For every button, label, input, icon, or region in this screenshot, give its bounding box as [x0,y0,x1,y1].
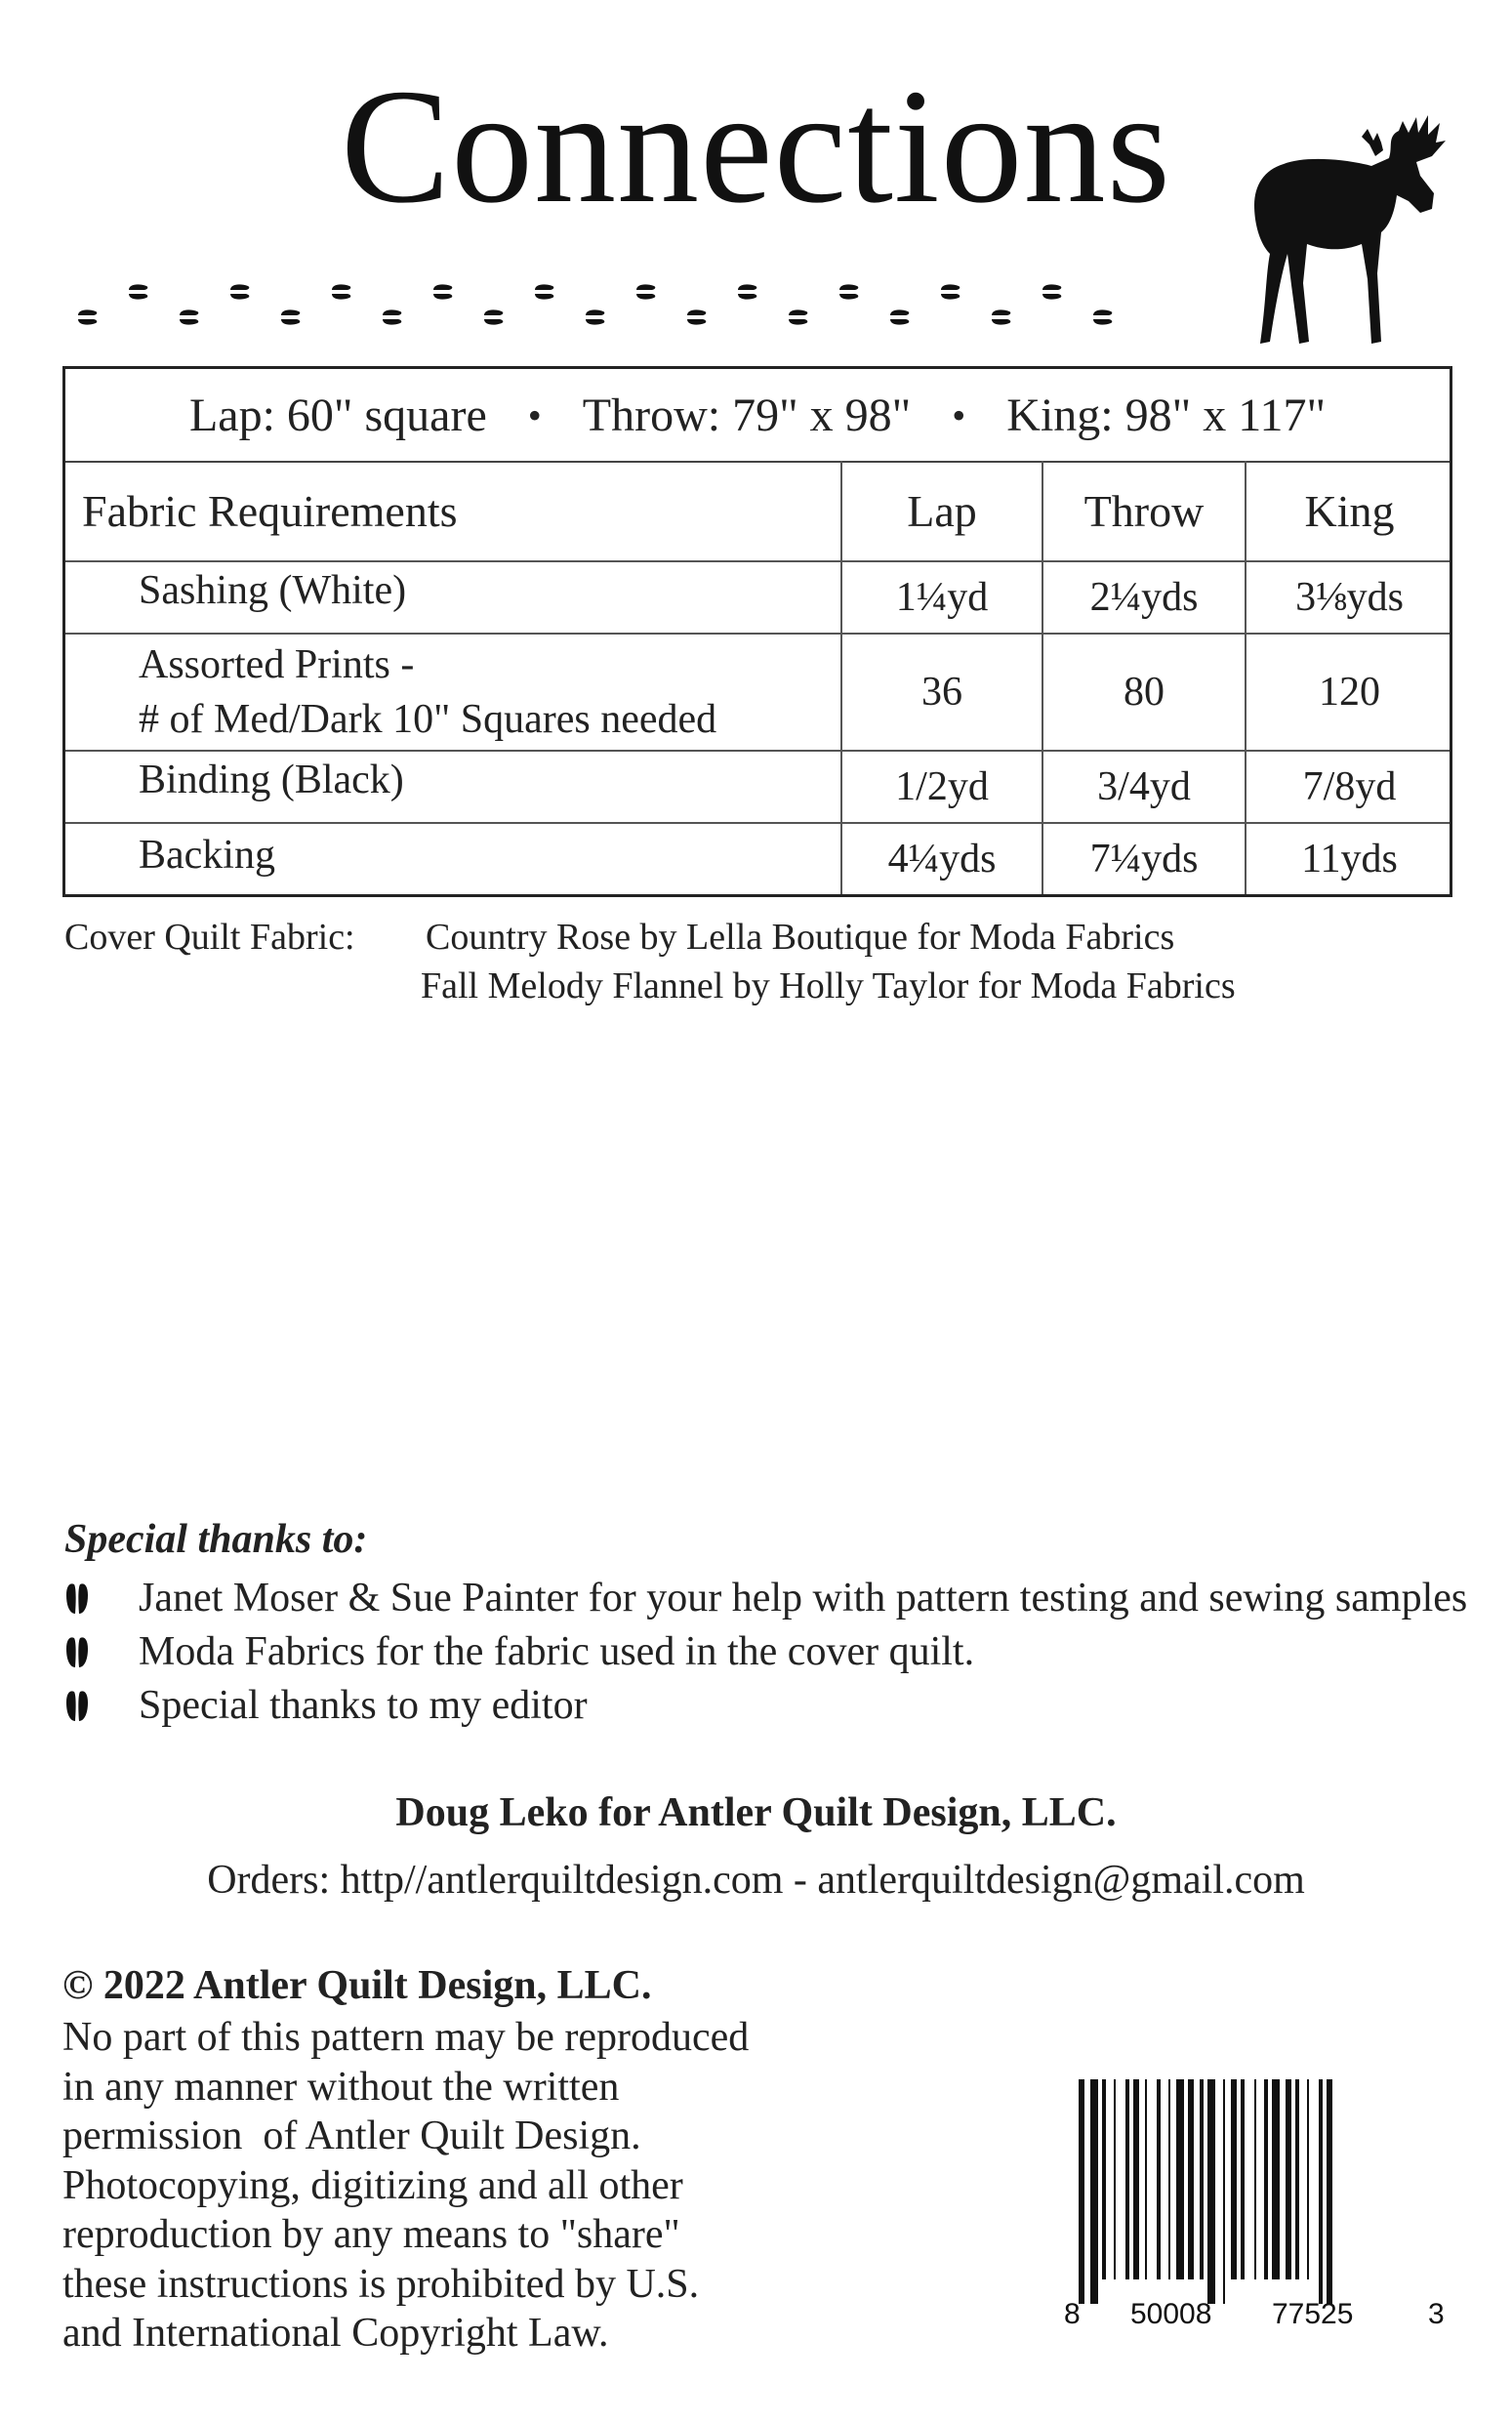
barcode-bar [1223,2079,1225,2304]
orders-contact: Orders: http//antlerquiltdesign.com - antlerquiltdesign@gmail.com [207,1858,1305,1903]
cell-king: 3⅛yds [1245,562,1452,633]
designer-credit: Doug Leko for Antler Quilt Design, LLC. [395,1790,1117,1835]
hoof-print-icon [64,1581,90,1615]
hoof-track-icon [941,284,960,299]
copyright-line: these instructions is prohibited by U.S. [62,2261,700,2307]
barcode-bar [1254,2079,1256,2279]
barcode-bar [1114,2079,1116,2279]
cell-lap: 4¼yds [840,824,1042,894]
size-separator: • [952,392,966,437]
row-label [65,635,840,750]
row-label: Backing [139,833,275,878]
size-throw: Throw: 79" x 98" [582,389,912,441]
hoof-track-icon [230,284,249,299]
cover-fabric-line1: Country Rose by Lella Boutique for Moda Fabrics [426,917,1175,958]
barcode-bar [1272,2079,1280,2279]
barcode-bar [1241,2079,1245,2279]
cell-king: 7/8yd [1245,752,1452,822]
copyright-line: and International Copyright Law. [62,2311,609,2356]
cell-throw: 7¼yds [1042,824,1245,894]
row-label-line1: Assorted Prints - [139,642,415,687]
hoof-track-icon [636,284,655,299]
table-row-backing [65,824,1450,894]
barcode-bar [1319,2079,1323,2304]
cell-throw: 3/4yd [1042,752,1245,822]
copyright-line: Photocopying, digitizing and all other [62,2162,683,2208]
barcode-bar [1295,2079,1299,2279]
hoof-track-icon [738,284,756,299]
cell-throw: 2¼yds [1042,562,1245,633]
barcode-bar [1079,2079,1084,2304]
size-lap: Lap: 60" square [188,389,487,441]
table-heading: Fabric Requirements [82,485,458,536]
barcode-bar [1145,2079,1147,2279]
hoof-track-icon [839,284,858,299]
cover-fabric-label: Cover Quilt Fabric: [64,917,355,958]
thanks-item-text: Special thanks to my editor [139,1683,588,1728]
thanks-item-text: Janet Moser & Sue Painter for your help with pattern testing and sewing samples [139,1576,1468,1621]
thanks-item [64,1575,1467,1621]
hoof-track-icon [586,309,604,324]
cell-lap: 1¼yd [840,562,1042,633]
fabric-requirements-table [62,366,1452,897]
size-separator: • [527,392,542,437]
barcode-bar [1264,2079,1268,2279]
copyright-line: in any manner without the written [62,2064,620,2110]
row-label-line2: # of Med/Dark 10" Squares needed [139,697,717,742]
copyright-heading: © 2022 Antler Quilt Design, LLC. [62,1963,652,2008]
barcode-digit-lead: 8 [1064,2298,1081,2330]
barcode-bars [1079,2079,1332,2304]
thanks-item [64,1628,974,1675]
size-options-row [65,369,1450,463]
hoof-track-icon [992,309,1010,324]
copyright-line: No part of this pattern may be reproduced [62,2015,750,2060]
hoof-track-icon [1093,309,1112,324]
hoof-track-icon [687,309,706,324]
hoof-track-icon [281,309,300,324]
thanks-item [64,1682,588,1729]
hoof-print-icon [64,1689,90,1722]
hoof-print-icon [64,1635,90,1668]
barcode-bar [1168,2079,1170,2279]
copyright-body [62,2013,902,2359]
barcode-bar [1125,2079,1129,2279]
barcode-bar [1090,2079,1098,2304]
hoof-track-icon [78,309,97,324]
cell-king: 11yds [1245,824,1452,894]
copyright-line: permission of Antler Quilt Design. [62,2113,641,2158]
barcode-bar [1176,2079,1184,2279]
special-thanks-heading: Special thanks to: [64,1517,368,1562]
copyright-line: reproduction by any means to "share" [62,2212,680,2257]
barcode-bar [1188,2079,1194,2279]
size-king: King: 98" x 117" [1006,389,1327,441]
table-header-row [65,461,1450,562]
column-header-throw: Throw [1042,461,1245,560]
hoof-tracks-decoration [68,278,1142,337]
column-header-king: King [1245,461,1452,560]
barcode-bar [1327,2079,1332,2304]
barcode-bar [1307,2079,1309,2279]
cell-throw: 80 [1042,635,1245,750]
row-label: Sashing (White) [139,568,407,613]
barcode-bar [1207,2079,1215,2304]
hoof-track-icon [129,284,147,299]
hoof-track-icon [332,284,350,299]
barcode-bar [1157,2079,1161,2279]
barcode-bar [1102,2079,1106,2279]
column-header-lap: Lap [840,461,1042,560]
table-row-assorted-prints [65,635,1450,752]
hoof-track-icon [180,309,198,324]
upc-barcode [1059,2079,1450,2333]
hoof-track-icon [890,309,909,324]
barcode-bar [1133,2079,1139,2279]
barcode-digits-right: 77525 [1272,2298,1354,2330]
table-row-sashing [65,562,1450,635]
barcode-digits-left: 50008 [1130,2298,1212,2330]
table-row-binding [65,752,1450,824]
barcode-bar [1200,2079,1204,2279]
hoof-track-icon [383,309,401,324]
moose-silhouette-icon [1225,107,1450,351]
thanks-item-text: Moda Fabrics for the fabric used in the cover quilt. [139,1629,975,1674]
barcode-bar [1286,2079,1291,2279]
hoof-track-icon [789,309,807,324]
page-title: Connections [341,56,1171,237]
barcode-digit-check: 3 [1428,2298,1445,2330]
cell-lap: 1/2yd [840,752,1042,822]
hoof-track-icon [484,309,503,324]
hoof-track-icon [433,284,452,299]
row-label: Binding (Black) [139,758,404,802]
cover-fabric-line2: Fall Melody Flannel by Holly Taylor for Moda Fabrics [421,965,1236,1006]
hoof-track-icon [535,284,553,299]
cell-lap: 36 [840,635,1042,750]
cell-king: 120 [1245,635,1452,750]
hoof-track-icon [1042,284,1061,299]
barcode-bar [1231,2079,1237,2279]
